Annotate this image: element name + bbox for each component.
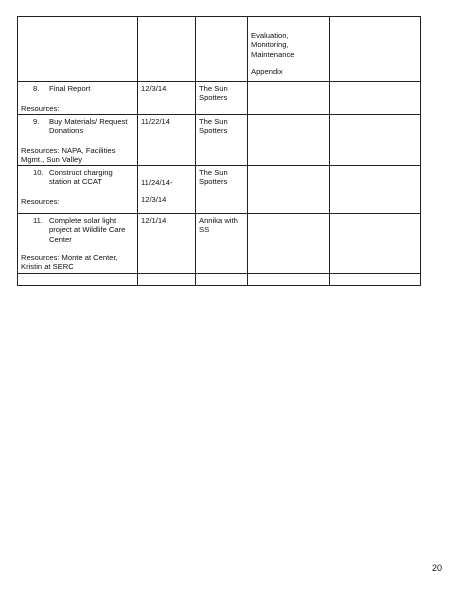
- task-title-text: Construct charging station at CCAT: [49, 168, 113, 187]
- table-row: [18, 274, 421, 286]
- evaluation-cell: [248, 17, 330, 82]
- evaluation-cell: [248, 115, 330, 166]
- date-cell: [138, 17, 196, 82]
- task-number: 11.: [33, 216, 43, 225]
- responsible-cell: [196, 17, 248, 82]
- task-number: 8.: [33, 84, 40, 93]
- task-cell: [18, 115, 138, 166]
- task-responsible: Annika with SS: [199, 216, 238, 235]
- task-title-text: Complete solar light project at Wildlife Care Center: [49, 216, 126, 244]
- task-date-end: 12/3/14: [141, 195, 167, 205]
- task-title-text: Buy Materials/ Request Donations: [49, 117, 128, 136]
- evaluation-cell: [248, 166, 330, 214]
- task-responsible: The Sun Spotters: [199, 168, 228, 187]
- page-number: 20: [432, 563, 443, 573]
- responsible-cell: [196, 274, 248, 286]
- date-cell: [138, 82, 196, 115]
- task-title: [18, 214, 137, 244]
- task-date: 11/22/14: [141, 117, 170, 126]
- task-resources: Resources:: [21, 196, 60, 206]
- task-cell: [18, 214, 138, 274]
- work-plan-table: [17, 16, 421, 286]
- table-row: [18, 17, 421, 82]
- table-row: [18, 214, 421, 274]
- appendix-text: Appendix: [251, 66, 283, 76]
- task-title: [18, 115, 137, 136]
- responsible-cell: [196, 82, 248, 115]
- task-number: 10.: [33, 168, 44, 177]
- task-cell: [18, 82, 138, 115]
- task-responsible: The Sun Spotters: [199, 117, 228, 136]
- date-cell: [138, 115, 196, 166]
- notes-cell: [330, 274, 421, 286]
- notes-cell: [330, 115, 421, 166]
- task-resources: Resources: NAPA, Facilities Mgmt., Sun Valley: [21, 145, 116, 164]
- responsible-cell: [196, 115, 248, 166]
- task-date: 12/1/14: [141, 216, 167, 225]
- task-title: [18, 82, 137, 93]
- table-row: [18, 82, 421, 115]
- notes-cell: [330, 17, 421, 82]
- task-cell: [18, 17, 138, 82]
- task-cell: [18, 274, 138, 286]
- table-row: [18, 115, 421, 166]
- date-cell: [138, 274, 196, 286]
- task-cell: [18, 166, 138, 214]
- task-title: [18, 166, 137, 187]
- responsible-cell: [196, 166, 248, 214]
- task-title-text: Final Report: [49, 84, 91, 93]
- task-responsible: The Sun Spotters: [199, 84, 228, 103]
- task-date: 12/3/14: [141, 84, 167, 93]
- evaluation-text: Evaluation, Monitoring, Maintenance: [251, 31, 295, 59]
- task-resources: Resources: Monte at Center, Kristin at SERC: [21, 252, 118, 271]
- table-row: [18, 166, 421, 214]
- evaluation-cell: [248, 82, 330, 115]
- date-cell: [138, 166, 196, 214]
- notes-cell: [330, 214, 421, 274]
- date-cell: [138, 214, 196, 274]
- task-number: 9.: [33, 117, 40, 126]
- notes-cell: [330, 166, 421, 214]
- task-resources: Resources:: [21, 104, 60, 114]
- notes-cell: [330, 82, 421, 115]
- task-date-start: 11/24/14-: [141, 178, 173, 187]
- evaluation-cell: [248, 274, 330, 286]
- responsible-cell: [196, 214, 248, 274]
- evaluation-cell: [248, 214, 330, 274]
